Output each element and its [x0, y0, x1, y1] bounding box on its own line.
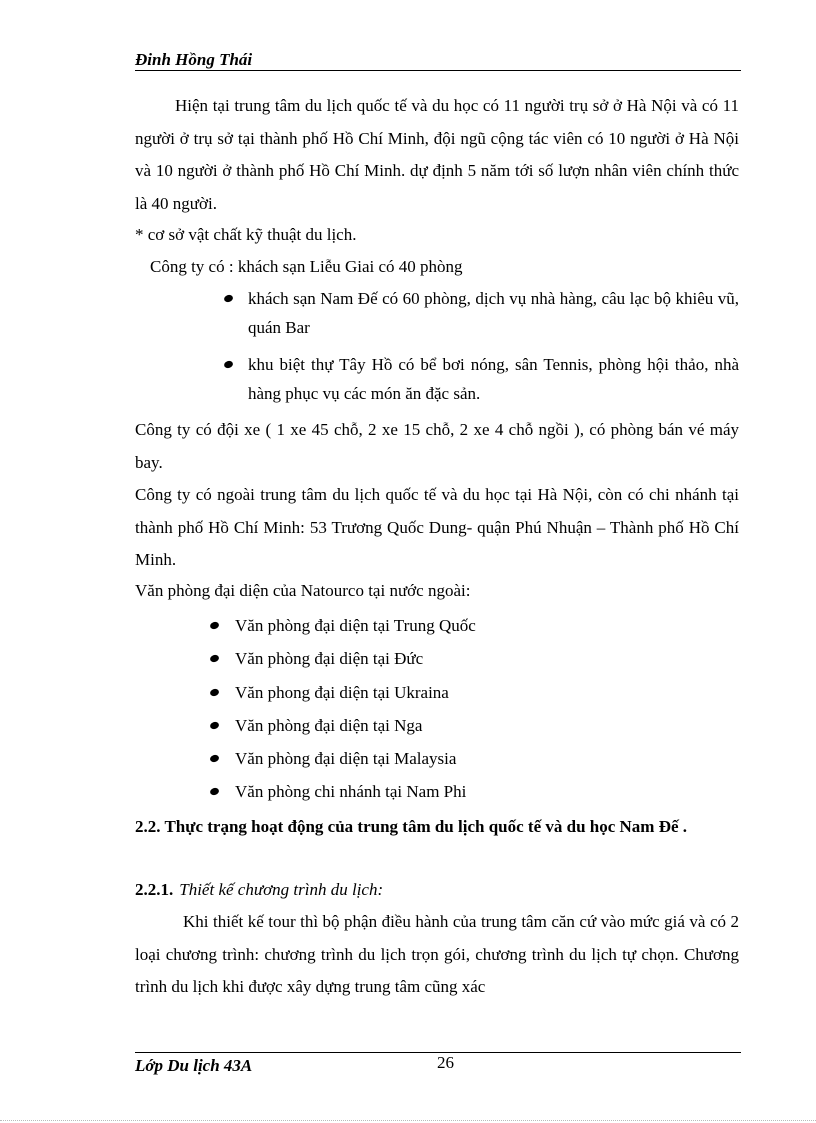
- offices-title: Văn phòng đại diện của Natourco tại nước ngoài:: [135, 581, 471, 600]
- list-item: Văn phòng đại diện tại Trung Quốc: [208, 609, 728, 642]
- subsection-title: Thiết kế chương trình du lịch:: [179, 880, 384, 899]
- section-heading: 2.2. Thực trạng hoạt động của trung tâm du lịch quốc tế và du học Nam Đế .: [135, 817, 688, 836]
- bullet-icon: [209, 721, 220, 731]
- page-edge: [0, 1120, 816, 1121]
- bullet-icon: [209, 754, 220, 764]
- subsection-heading: [135, 873, 383, 906]
- list-item: khách sạn Nam Đế có 60 phòng, dịch vụ nhà hàng, câu lạc bộ khiêu vũ, quán Bar: [222, 284, 739, 342]
- bullet-icon: [223, 360, 234, 370]
- bullet-icon: [209, 787, 220, 797]
- facilities-title: * cơ sở vật chất kỹ thuật du lịch.: [135, 225, 357, 244]
- list-item: Văn phòng đại diện tại Malaysia: [208, 742, 728, 775]
- header-author: Đinh Hồng Thái: [135, 50, 253, 69]
- facility-list: [222, 284, 739, 408]
- paragraph-staff: Hiện tại trung tâm du lịch quốc tế và du học có 11 người trụ sở ở Hà Nội và có 11 người ở trụ sở tại thành phố Hồ Chí Minh, đội ngũ cộng tác viên có 10 người ở Hà Nội và 10 người ở thành phố Hồ Chí Minh. dự định 5 năm tới số lượn nhân viên chính thức là 40 người.: [135, 96, 739, 214]
- list-item: Văn phòng đại diện tại Nga: [208, 709, 728, 742]
- bullet-icon: [209, 654, 220, 664]
- paragraph-design: Khi thiết kế tour thì bộ phận điều hành của trung tâm căn cứ vào mức giá và có 2 loại chương trình: chương trình du lịch trọn gói, chương trình du lịch tự chọn. Chương trình du lịch khi được xây dựng trung tâm cũng xác: [135, 912, 739, 997]
- footer-class: Lớp Du lịch 43A: [135, 1056, 253, 1075]
- bullet-icon: [209, 621, 220, 631]
- paragraph-vehicles: Công ty có đội xe ( 1 xe 45 chỗ, 2 xe 15 chỗ, 2 xe 4 chỗ ngồi ), có phòng bán vé máy bay.: [135, 420, 739, 472]
- office-list: [208, 609, 728, 809]
- list-item: Văn phòng đại diện tại Đức: [208, 642, 728, 675]
- list-item: khu biệt thự Tây Hồ có bể bơi nóng, sân Tennis, phòng hội thảo, nhà hàng phục vụ các món ăn đặc sản.: [222, 350, 739, 408]
- subsection-number: 2.2.1.: [135, 880, 174, 899]
- bullet-icon: [223, 294, 234, 304]
- list-item: Văn phong đại diện tại Ukraina: [208, 676, 728, 709]
- bullet-icon: [209, 687, 220, 697]
- list-item: Văn phòng chi nhánh tại Nam Phi: [208, 775, 728, 808]
- company-has-line: Công ty có : khách sạn Liễu Giai có 40 phòng: [150, 257, 463, 276]
- paragraph-branches: Công ty có ngoài trung tâm du lịch quốc tế và du học tại Hà Nội, còn có chi nhánh tại thành phố Hồ Chí Minh: 53 Trương Quốc Dung- quận Phú Nhuận – Thành phố Hồ Chí Minh.: [135, 485, 739, 570]
- header-rule: [135, 70, 741, 71]
- page-number: 26: [437, 1053, 454, 1072]
